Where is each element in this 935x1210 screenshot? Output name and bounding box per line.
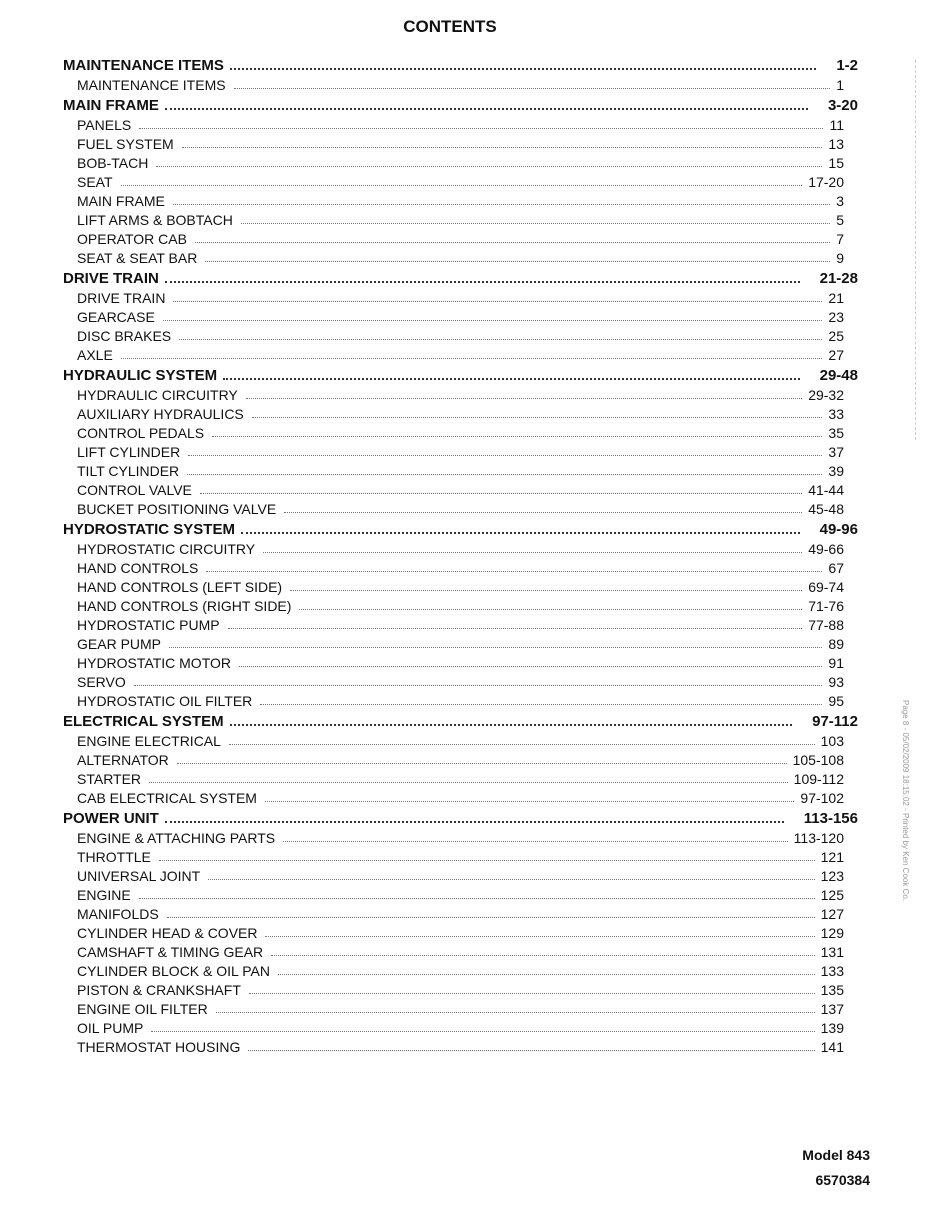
entry-label: LIFT ARMS & BOBTACH (77, 212, 233, 228)
model-info (802, 1143, 870, 1193)
dot-leader (173, 204, 830, 205)
entry-page: 67 (828, 560, 844, 576)
dot-leader (121, 358, 823, 359)
entry-label: CYLINDER HEAD & COVER (77, 925, 258, 941)
part-number: 6570384 (815, 1172, 870, 1188)
toc-entry[interactable] (63, 441, 844, 460)
toc-entry[interactable] (63, 538, 844, 557)
dot-leader (179, 339, 822, 340)
dot-leader (169, 647, 822, 648)
entry-label: ENGINE OIL FILTER (77, 1001, 208, 1017)
entry-page: 93 (828, 674, 844, 690)
entry-label: SEAT & SEAT BAR (77, 250, 198, 266)
dot-leader (165, 108, 808, 110)
entry-page: 121 (820, 849, 844, 865)
entry-label: CAB ELECTRICAL SYSTEM (77, 790, 257, 806)
entry-page: 141 (820, 1039, 844, 1055)
toc-entry[interactable] (63, 557, 844, 576)
dot-leader (260, 704, 822, 705)
dot-leader (249, 993, 815, 994)
toc-entry[interactable] (63, 941, 844, 960)
entry-label: LIFT CYLINDER (77, 444, 181, 460)
toc-entry[interactable] (63, 768, 844, 787)
entry-label: CONTROL VALVE (77, 482, 192, 498)
dot-leader (165, 821, 784, 823)
entry-label: MANIFOLDS (77, 906, 159, 922)
entry-label: UNIVERSAL JOINT (77, 868, 201, 884)
entry-label: CYLINDER BLOCK & OIL PAN (77, 963, 270, 979)
entry-label: STARTER (77, 771, 142, 787)
entry-page: 133 (820, 963, 844, 979)
entry-label: FUEL SYSTEM (77, 136, 174, 152)
print-stamp: Page 8 - 05/02/2009 18:15:02 - Printed by Ken Cook Co. (901, 700, 910, 902)
entry-label: HAND CONTROLS (LEFT SIDE) (77, 579, 283, 595)
entry-page: 7 (836, 231, 844, 247)
toc-entry[interactable] (63, 1017, 844, 1036)
section-pages: 1-2 (836, 57, 858, 74)
dot-leader (223, 378, 799, 380)
entry-label: DRIVE TRAIN (77, 290, 166, 306)
toc-section (63, 709, 858, 806)
dot-leader (139, 898, 815, 899)
entry-label: HYDROSTATIC CIRCUITRY (77, 541, 256, 557)
dot-leader (265, 801, 794, 802)
entry-page: 97-102 (800, 790, 844, 806)
entry-page: 49-66 (808, 541, 844, 557)
entry-page: 21 (828, 290, 844, 306)
entry-page: 123 (820, 868, 844, 884)
toc-entry[interactable] (63, 652, 844, 671)
dot-leader (216, 1012, 815, 1013)
section-heading[interactable] (63, 806, 858, 827)
entry-page: 139 (820, 1020, 844, 1036)
dot-leader (263, 552, 802, 553)
toc-entry[interactable] (63, 403, 844, 422)
entry-page: 131 (820, 944, 844, 960)
toc-entry[interactable] (63, 690, 844, 709)
entry-label: DISC BRAKES (77, 328, 172, 344)
entry-label: HYDROSTATIC PUMP (77, 617, 220, 633)
entry-page: 3 (836, 193, 844, 209)
entry-label: THERMOSTAT HOUSING (77, 1039, 241, 1055)
entry-page: 13 (828, 136, 844, 152)
section-title: POWER UNIT (63, 810, 159, 827)
entry-page: 109-112 (793, 771, 844, 787)
entry-page: 103 (820, 733, 844, 749)
section-pages: 29-48 (819, 367, 858, 384)
toc-section (63, 266, 858, 363)
entry-page: 15 (828, 155, 844, 171)
entry-label: BOB-TACH (77, 155, 149, 171)
toc-entry[interactable] (63, 344, 844, 363)
toc-entry[interactable] (63, 730, 844, 749)
dot-leader (205, 261, 830, 262)
entry-label: HAND CONTROLS (77, 560, 199, 576)
toc-entry[interactable] (63, 749, 844, 768)
toc-entry[interactable] (63, 171, 844, 190)
toc-entry[interactable] (63, 498, 844, 517)
entry-label: AUXILIARY HYDRAULICS (77, 406, 244, 422)
section-pages: 3-20 (827, 97, 858, 114)
entry-page: 5 (836, 212, 844, 228)
toc-entry[interactable] (63, 903, 844, 922)
dot-leader (246, 398, 802, 399)
entry-page: 77-88 (808, 617, 844, 633)
entry-label: OIL PUMP (77, 1020, 144, 1036)
section-pages: 97-112 (812, 713, 858, 730)
section-heading[interactable] (63, 266, 858, 287)
toc-entry[interactable] (63, 133, 844, 152)
entry-page: 91 (828, 655, 844, 671)
toc-entry[interactable] (63, 209, 844, 228)
toc-entry[interactable] (63, 846, 844, 865)
toc-entry[interactable] (63, 422, 844, 441)
entry-page: 37 (828, 444, 844, 460)
section-heading[interactable] (63, 93, 858, 114)
section-title: MAIN FRAME (63, 97, 159, 114)
dot-leader (165, 281, 800, 283)
toc-section (63, 93, 858, 266)
section-pages: 21-28 (819, 270, 858, 287)
dot-leader (228, 628, 803, 629)
entry-label: GEAR PUMP (77, 636, 162, 652)
toc-entry[interactable] (63, 979, 844, 998)
dot-leader (229, 744, 815, 745)
entry-page: 11 (829, 117, 844, 133)
entry-label: HYDROSTATIC MOTOR (77, 655, 231, 671)
section-pages: 113-156 (803, 810, 858, 827)
entry-label: ENGINE ELECTRICAL (77, 733, 221, 749)
dot-leader (134, 685, 823, 686)
toc-entry[interactable] (63, 787, 844, 806)
entry-label: TILT CYLINDER (77, 463, 180, 479)
entry-label: PISTON & CRANKSHAFT (77, 982, 241, 998)
entry-label: HYDRAULIC CIRCUITRY (77, 387, 238, 403)
dot-leader (284, 512, 802, 513)
entry-page: 69-74 (808, 579, 844, 595)
entry-label: CONTROL PEDALS (77, 425, 205, 441)
entry-page: 17-20 (808, 174, 844, 190)
dot-leader (230, 724, 793, 726)
toc-entry[interactable] (63, 960, 844, 979)
entry-page: 135 (820, 982, 844, 998)
dot-leader (239, 666, 822, 667)
scan-edge (915, 60, 916, 440)
toc-section (63, 517, 858, 709)
section-heading[interactable] (63, 517, 858, 538)
dot-leader (139, 128, 823, 129)
dot-leader (187, 474, 822, 475)
section-heading[interactable] (63, 53, 858, 74)
dot-leader (241, 532, 800, 534)
dot-leader (234, 88, 831, 89)
entry-page: 9 (836, 250, 844, 266)
dot-leader (252, 417, 823, 418)
toc-entry[interactable] (63, 827, 844, 846)
toc-entry[interactable] (63, 460, 844, 479)
toc-entry[interactable] (63, 325, 844, 344)
dot-leader (248, 1050, 814, 1051)
toc-entry[interactable] (63, 922, 844, 941)
toc-entry[interactable] (63, 152, 844, 171)
entry-page: 25 (828, 328, 844, 344)
entry-label: ENGINE & ATTACHING PARTS (77, 830, 276, 846)
entry-page: 105-108 (792, 752, 844, 768)
toc-entry[interactable] (63, 190, 844, 209)
entry-label: MAIN FRAME (77, 193, 165, 209)
dot-leader (299, 609, 802, 610)
entry-page: 113-120 (793, 830, 844, 846)
dot-leader (283, 841, 788, 842)
toc-entry[interactable] (63, 595, 844, 614)
section-pages: 49-96 (819, 521, 858, 538)
entry-page: 125 (820, 887, 844, 903)
entry-page: 29-32 (808, 387, 844, 403)
entry-label: GEARCASE (77, 309, 155, 325)
section-title: ELECTRICAL SYSTEM (63, 713, 224, 730)
dot-leader (167, 917, 815, 918)
section-title: HYDROSTATIC SYSTEM (63, 521, 235, 538)
entry-label: CAMSHAFT & TIMING GEAR (77, 944, 264, 960)
dot-leader (206, 571, 822, 572)
entry-label: AXLE (77, 347, 113, 363)
dot-leader (121, 185, 803, 186)
toc-entry[interactable] (63, 228, 844, 247)
entry-label: SERVO (77, 674, 126, 690)
dot-leader (208, 879, 814, 880)
entry-label: BUCKET POSITIONING VALVE (77, 501, 277, 517)
dot-leader (173, 301, 822, 302)
section-title: HYDRAULIC SYSTEM (63, 367, 218, 384)
toc-entry[interactable] (63, 247, 844, 266)
entry-label: HAND CONTROLS (RIGHT SIDE) (77, 598, 292, 614)
model-label: Model 843 (802, 1147, 870, 1163)
dot-leader (188, 455, 822, 456)
entry-page: 127 (820, 906, 844, 922)
entry-page: 23 (828, 309, 844, 325)
section-heading[interactable] (63, 709, 858, 730)
dot-leader (195, 242, 830, 243)
toc-entry[interactable] (63, 671, 844, 690)
toc-entry[interactable] (63, 479, 844, 498)
dot-leader (241, 223, 830, 224)
dot-leader (182, 147, 823, 148)
entry-page: 45-48 (808, 501, 844, 517)
toc-entry[interactable] (63, 1036, 844, 1055)
table-of-contents (63, 53, 858, 1055)
entry-label: ALTERNATOR (77, 752, 169, 768)
dot-leader (212, 436, 822, 437)
toc-section (63, 53, 858, 93)
dot-leader (149, 782, 788, 783)
toc-section (63, 363, 858, 517)
dot-leader (159, 860, 815, 861)
entry-label: MAINTENANCE ITEMS (77, 77, 226, 93)
dot-leader (151, 1031, 814, 1032)
toc-entry[interactable] (63, 884, 844, 903)
entry-page: 129 (820, 925, 844, 941)
entry-page: 71-76 (808, 598, 844, 614)
entry-page: 27 (828, 347, 844, 363)
entry-page: 137 (820, 1001, 844, 1017)
entry-page: 35 (828, 425, 844, 441)
toc-section (63, 806, 858, 1055)
toc-entry[interactable] (63, 576, 844, 595)
toc-entry[interactable] (63, 865, 844, 884)
dot-leader (230, 68, 816, 70)
dot-leader (290, 590, 802, 591)
entry-label: SEAT (77, 174, 113, 190)
entry-page: 41-44 (808, 482, 844, 498)
entry-page: 95 (828, 693, 844, 709)
section-heading[interactable] (63, 363, 858, 384)
entry-label: OPERATOR CAB (77, 231, 187, 247)
entry-page: 39 (828, 463, 844, 479)
entry-page: 33 (828, 406, 844, 422)
entry-page: 1 (836, 77, 844, 93)
toc-entry[interactable] (63, 633, 844, 652)
toc-entry[interactable] (63, 998, 844, 1017)
section-title: DRIVE TRAIN (63, 270, 159, 287)
entry-label: ENGINE (77, 887, 131, 903)
entry-label: HYDROSTATIC OIL FILTER (77, 693, 253, 709)
section-title: MAINTENANCE ITEMS (63, 57, 224, 74)
toc-entry[interactable] (63, 614, 844, 633)
entry-label: PANELS (77, 117, 132, 133)
dot-leader (163, 320, 823, 321)
dot-leader (177, 763, 787, 764)
toc-entry[interactable] (63, 114, 844, 133)
toc-entry[interactable] (63, 306, 844, 325)
toc-entry[interactable] (63, 287, 844, 306)
dot-leader (156, 166, 822, 167)
toc-entry[interactable] (63, 384, 844, 403)
entry-page: 89 (828, 636, 844, 652)
dot-leader (200, 493, 802, 494)
dot-leader (265, 936, 814, 937)
dot-leader (271, 955, 814, 956)
entry-label: THROTTLE (77, 849, 151, 865)
page-title: CONTENTS (403, 17, 497, 36)
toc-entry[interactable] (63, 74, 844, 93)
dot-leader (278, 974, 815, 975)
